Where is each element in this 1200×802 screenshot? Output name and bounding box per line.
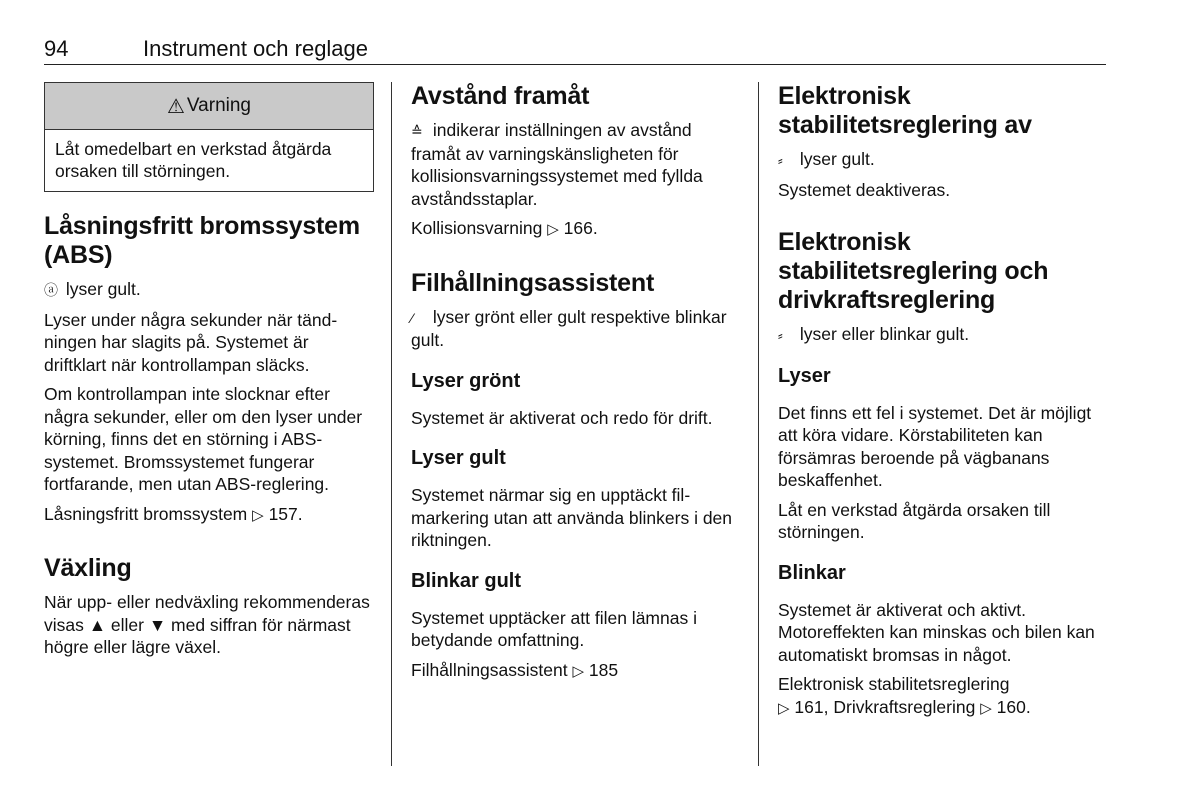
lane-status: ⁄ lyser grönt eller gult respektive blinkar gult. [411,306,727,350]
esc-lit-paragraph-2: Låt en verkstad åtgärda orsaken till störningen. [778,499,1051,542]
esc-lit-heading: Lyser [778,364,831,387]
abs-status: ⓐ lyser gult. [44,278,374,302]
esc-off-heading: Elektronisk stabilitetsreglering av [778,82,1032,139]
distance-heading: Avstånd framåt [411,82,590,110]
lane-blink-heading: Blinkar gult [411,569,522,592]
lane-heading: Filhållningsassistent [411,268,655,297]
lane-keep-icon: ⁄ [411,309,414,326]
column-3 [778,82,1108,727]
page-ref-arrow-icon: ▷ [252,506,264,524]
warning-triangle-icon: ⚠ [166,95,185,118]
column-1 [44,82,374,666]
esc-icon: ⸗ [778,327,783,343]
abs-heading: Låsningsfritt bromssystem (ABS) [44,212,360,269]
shift-heading: Växling [44,554,132,582]
abs-reference: Låsningsfritt bromssystem ▷ 157. [44,503,303,524]
esc-tc-status: ⸗ lyser eller blinkar gult. [778,323,1108,347]
esc-reference: Elektronisk stabilitetsreglering ▷ 161, Drivkraftsreglering ▷ 160. [778,674,1031,717]
page-header [44,34,1106,65]
lane-green-heading: Lyser grönt [411,369,521,392]
warning-text: Låt omedelbart en verkstad åtgärda orsaken till störningen. [55,139,332,181]
esc-off-icon: ⸗ [778,152,783,168]
warning-box [44,82,374,192]
warning-title: Varning [186,95,252,116]
esc-blink-paragraph: Systemet är aktiverat och aktivt. Motoreffekten kan minskas och bilen kan automatiskt bromsas in något. [778,599,1095,665]
lane-yellow-heading: Lyser gult [411,447,506,469]
esc-tc-heading: Elektronisk stabilitetsreglering och drivkraftsreglering [778,228,1049,314]
abs-paragraph-2: Om kontrollampan inte slocknar efter några sekunder, eller om den lyser under körning, finns det en störning i ABS-systemet. Bromssystemet fungerar fortfarande, men utan ABS-reglering. [44,384,363,494]
esc-off-status: ⸗ lyser gult. [778,148,1108,172]
esc-off-paragraph: Systemet deaktiveras. [778,179,951,200]
abs-paragraph-1: Lyser under några sekunder när tändningen har slagits på. Systemet är driftklart när kontrollampan släcks. [44,309,338,375]
column-divider [758,82,759,766]
page-ref-arrow-icon: ▷ [980,699,992,717]
lane-blink-paragraph: Systemet upptäcker att filen lämnas i betydande omfattning. [411,607,697,650]
vehicle-ahead-icon: ≙ [411,123,423,139]
shift-paragraph: När upp- eller nedväxling rekommenderas visas ▲ eller ▼ med siffran för närmast högre eller lägre växel. [44,592,370,657]
page-number: 94 [44,36,69,61]
column-2 [411,82,739,690]
page-ref-arrow-icon: ▷ [572,662,585,680]
esc-lit-paragraph-1: Det finns ett fel i systemet. Det är möjligt att köra vidare. Körstabiliteten kan försämras beroende på vägbanans beskaffenhet. [778,402,1092,490]
distance-paragraph: ≙ indikerar inställningen av avstånd framåt av varningskänsligheten för kollisionsvarningssystemet med fyllda avståndsstaplar. [411,120,703,209]
esc-blink-heading: Blinkar [778,561,846,584]
page-ref-arrow-icon: ▷ [778,699,790,717]
column-divider [391,82,392,766]
lane-yellow-paragraph: Systemet närmar sig en upptäckt filmarkering utan att använda blinkers i den riktningen. [411,485,733,550]
abs-icon: ⓐ [44,282,58,298]
lane-reference: Filhållningsassistent ▷ 185 [411,659,619,680]
page-ref-arrow-icon: ▷ [547,221,559,238]
lane-green-paragraph: Systemet är aktiverat och redo för drift. [411,407,713,428]
distance-reference: Kollisionsvarning ▷ 166. [411,218,598,238]
warning-header [45,83,373,130]
section-title: Instrument och reglage [143,36,369,61]
